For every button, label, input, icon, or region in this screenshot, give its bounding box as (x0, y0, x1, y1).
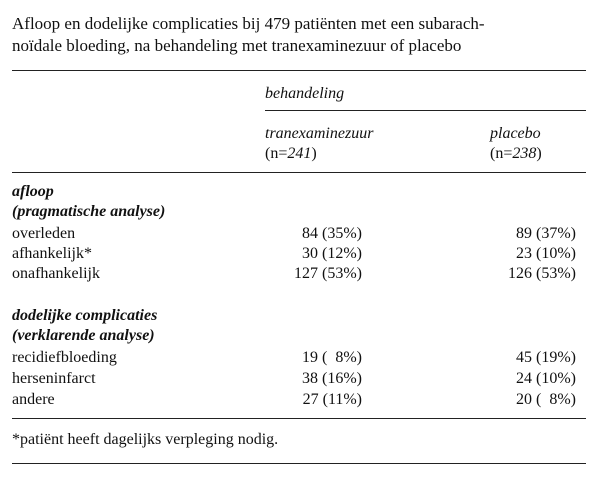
column-header-placebo-name: placebo (490, 125, 541, 142)
cell-tranexaminezuur: 38 (16%) (302, 370, 362, 387)
cell-tranexaminezuur: 84 (35%) (302, 225, 362, 242)
bottom-rule (12, 463, 586, 464)
header-bottom-rule (12, 172, 586, 173)
title-line-2: noïdale bloeding, na behandeling met tranexaminezuur of placebo (12, 36, 462, 55)
cell-tranexaminezuur: 127 (53%) (294, 265, 362, 282)
top-rule (12, 70, 586, 71)
table-row (12, 348, 588, 368)
footnote: *patiënt heeft dagelijks verpleging nodig. (12, 431, 279, 448)
cell-placebo: 126 (53%) (508, 265, 576, 282)
cell-placebo: 20 ( 8%) (516, 391, 576, 408)
table-row (12, 264, 588, 284)
column-header-tranexaminezuur-n: (n=241) (265, 145, 317, 162)
row-label: andere (12, 391, 55, 408)
cell-placebo: 23 (10%) (516, 245, 576, 262)
cell-tranexaminezuur: 30 (12%) (302, 245, 362, 262)
row-label: overleden (12, 225, 76, 242)
cell-placebo: 89 (37%) (516, 225, 576, 242)
table-row (12, 244, 588, 264)
table-title (12, 13, 588, 57)
row-label: recidiefbloeding (12, 349, 117, 366)
section-title-afloop: afloop (pragmatische analyse) (12, 183, 166, 220)
section-title-dodelijke-complicaties: dodelijke complicaties (verklarende analyse) (12, 307, 158, 344)
header-group-rule (265, 110, 586, 111)
column-header-tranexaminezuur-name: tranexaminezuur (265, 125, 374, 142)
header-group-label: behandeling (265, 85, 345, 102)
cell-placebo: 24 (10%) (516, 370, 576, 387)
body-bottom-rule (12, 418, 586, 419)
table-row (12, 369, 588, 389)
table-row (12, 390, 588, 410)
table-row (12, 224, 588, 244)
row-label: onafhankelijk (12, 265, 100, 282)
cell-placebo: 45 (19%) (516, 349, 576, 366)
row-label: afhankelijk* (12, 245, 92, 262)
cell-tranexaminezuur: 19 ( 8%) (302, 349, 362, 366)
title-line-1: Afloop en dodelijke complicaties bij 479 patiënten met een subarach- (12, 14, 485, 33)
column-header-placebo (490, 124, 542, 164)
cell-tranexaminezuur: 27 (11%) (302, 391, 362, 408)
column-header-tranexaminezuur (265, 124, 373, 164)
row-label: herseninfarct (12, 370, 96, 387)
column-header-placebo-n: (n=238) (490, 145, 542, 162)
